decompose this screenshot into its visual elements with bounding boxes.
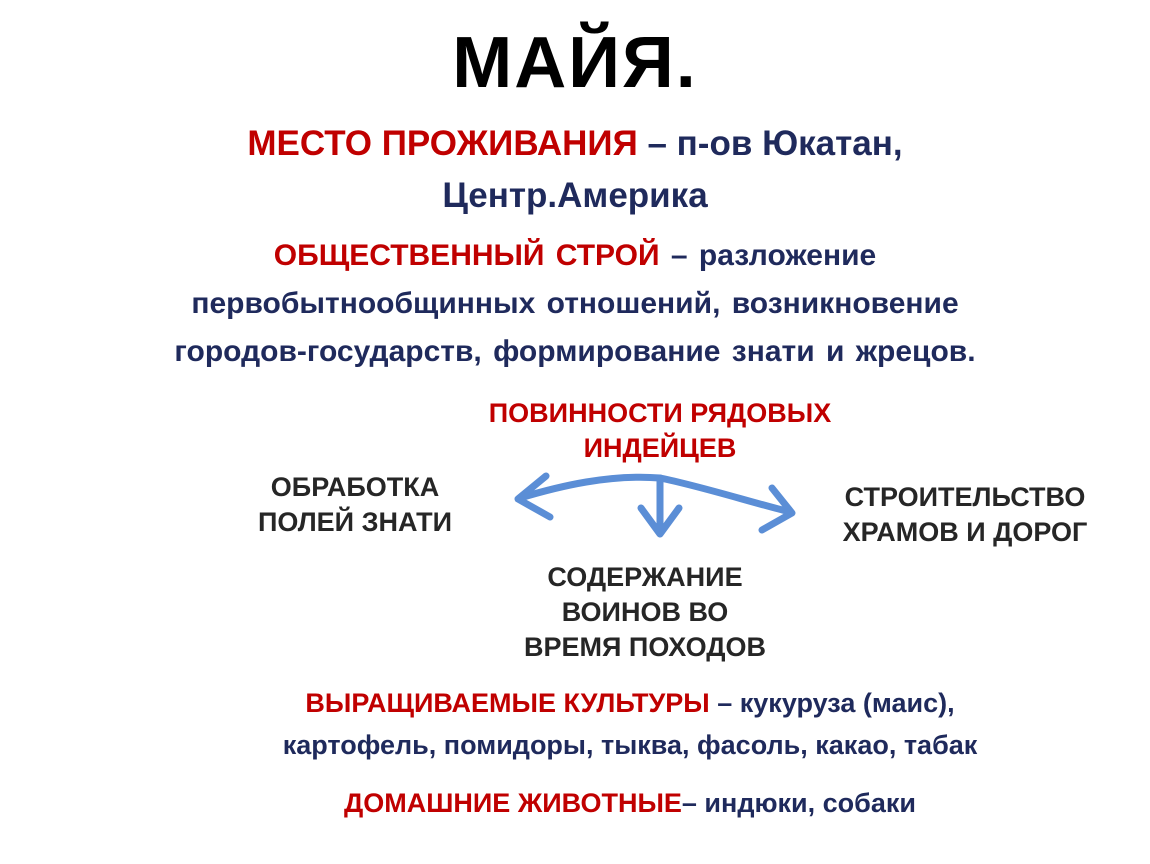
social-value-1: разложение (698, 239, 877, 272)
duty-field-line-2: ПОЛЕЙ ЗНАТИ (257, 507, 453, 537)
social-label: ОБЩЕСТВЕННЫЙ СТРОЙ (273, 239, 660, 272)
crops-line-1 (180, 682, 1080, 724)
duty-construction (800, 480, 1130, 550)
duties-heading-line-2: ИНДЕЙЦЕВ (583, 433, 737, 463)
crops-block (180, 682, 1080, 766)
residence-value-1: п-ов Юкатан, (676, 124, 903, 163)
arrow-down-icon (641, 478, 679, 534)
crops-value-1: кукуруза (маис), (739, 688, 955, 718)
residence-label: МЕСТО ПРОЖИВАНИЯ (247, 124, 638, 163)
crops-line-2: картофель, помидоры, тыква, фасоль, какао, табак (282, 730, 978, 760)
duty-warriors-line-1: СОДЕРЖАНИЕ (547, 562, 743, 592)
animals-dash: – (681, 788, 705, 818)
animals-block (180, 784, 1080, 822)
duty-warriors (480, 560, 810, 665)
social-line-2: первобытнообщинных отношений, возникновение (191, 287, 959, 320)
crops-label: ВЫРАЩИВАЕМЫЕ КУЛЬТУРЫ (305, 688, 710, 718)
duty-field-work (215, 470, 495, 540)
animals-value: индюки, собаки (704, 788, 916, 818)
slide-title: МАЙЯ. (452, 23, 698, 103)
social-dash: – (659, 239, 699, 272)
duty-field-line-1: ОБРАБОТКА (270, 472, 440, 502)
residence-value-2: Центр.Америка (442, 176, 708, 215)
animals-label: ДОМАШНИЕ ЖИВОТНЫЕ (344, 788, 682, 818)
arrow-right-icon (660, 478, 792, 530)
duties-heading-line-1: ПОВИННОСТИ РЯДОВЫХ (488, 398, 832, 428)
social-line-3: городов-государств, формирование знати и жрецов. (174, 335, 976, 368)
duty-warriors-line-2: ВОИНОВ ВО (561, 597, 729, 627)
duty-construction-line-2: ХРАМОВ И ДОРОГ (842, 517, 1088, 547)
residence-dash: – (637, 124, 677, 163)
duty-warriors-line-3: ВРЕМЯ ПОХОДОВ (524, 632, 766, 662)
arrow-left-icon (518, 476, 660, 517)
duty-construction-line-1: СТРОИТЕЛЬСТВО (844, 482, 1086, 512)
crops-dash: – (709, 688, 740, 718)
